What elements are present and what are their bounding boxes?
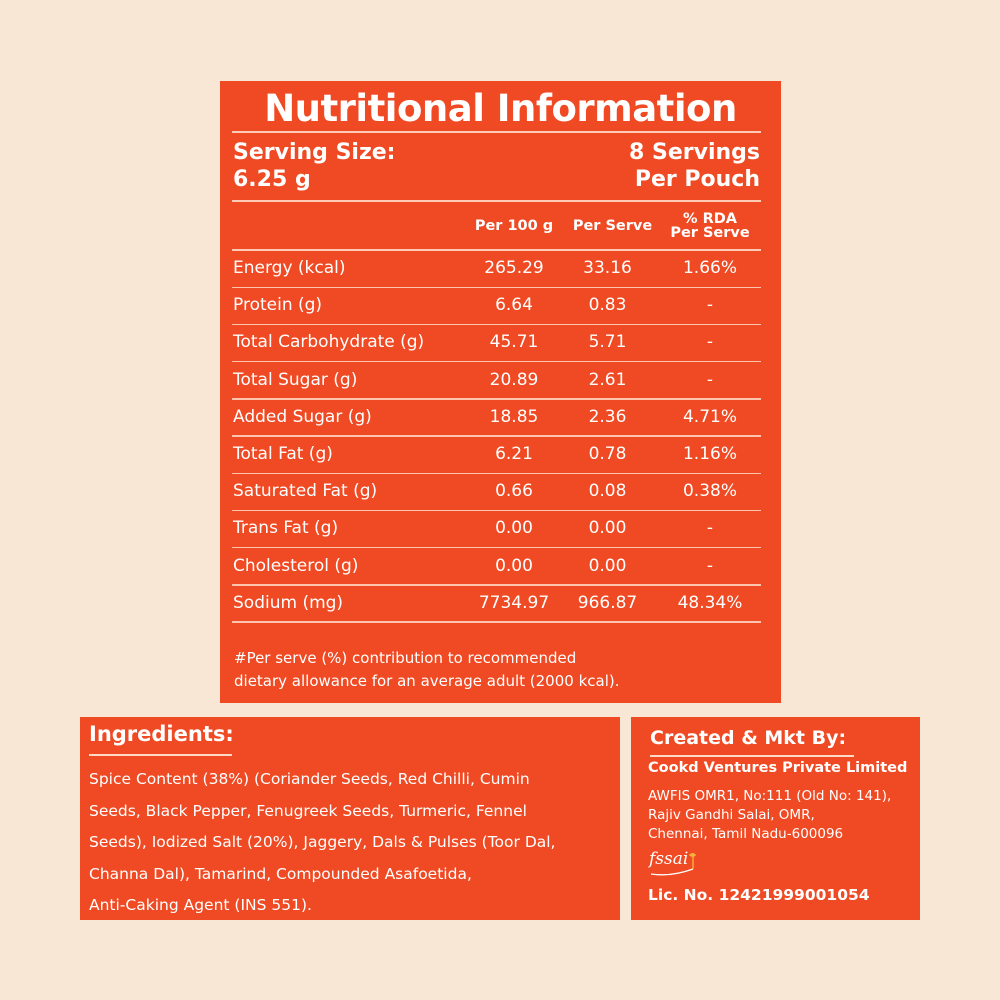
ingredients-line: Channa Dal), Tamarind, Compounded Asafoetida, — [89, 864, 472, 883]
value-rda: 1.66% — [682, 258, 737, 278]
divider — [650, 755, 854, 757]
servings-unit: Per Pouch — [634, 167, 760, 192]
value-rda: 0.38% — [682, 481, 737, 502]
address-line: AWFIS OMR1, No:111 (Old No: 141), — [648, 788, 892, 804]
value-per-serve: 0.00 — [588, 518, 627, 539]
table-row — [220, 362, 781, 399]
divider — [89, 754, 232, 756]
value-per-serve: 2.36 — [588, 406, 627, 427]
maker-panel — [631, 717, 920, 920]
company-name: Cookd Ventures Private Limited — [648, 760, 908, 776]
value-per-100g: 265.29 — [484, 258, 544, 278]
value-per-serve: 0.83 — [588, 295, 627, 316]
value-rda: - — [706, 295, 714, 316]
address-line: Chennai, Tamil Nadu-600096 — [648, 826, 844, 842]
nutrient-name: Cholesterol (g) — [233, 555, 359, 576]
table-row — [220, 436, 781, 473]
value-per-100g: 6.21 — [495, 444, 533, 464]
table-row — [220, 548, 781, 585]
nutrient-name: Trans Fat (g) — [233, 518, 339, 539]
table-row — [220, 473, 781, 510]
value-per-serve: 2.61 — [588, 369, 627, 390]
ingredients-line: Anti-Caking Agent (INS 551). — [89, 896, 312, 914]
table-row — [220, 399, 781, 436]
serving-size — [233, 139, 395, 193]
nutrient-name: Added Sugar (g) — [233, 406, 372, 427]
rda-header-line2: Per Serve — [670, 225, 750, 241]
value-per-100g: 0.66 — [495, 481, 533, 502]
rda-header-line1: % RDA — [683, 211, 737, 227]
value-per-100g: 20.89 — [489, 369, 539, 390]
value-rda: - — [706, 332, 714, 353]
fssai-logo-text: fssai — [649, 849, 689, 869]
value-per-serve: 0.78 — [588, 444, 627, 464]
footnote — [234, 647, 704, 693]
license-number: Lic. No. 12421999001054 — [648, 886, 870, 904]
nutrient-name: Protein (g) — [233, 295, 323, 316]
nutrient-name: Saturated Fat (g) — [233, 481, 378, 502]
value-per-serve: 0.08 — [588, 481, 627, 502]
column-header-per-serve: Per Serve — [572, 218, 653, 234]
value-rda: 48.34% — [677, 592, 743, 613]
table-row — [220, 287, 781, 324]
ingredients-line: Seeds, Black Pepper, Fenugreek Seeds, Turmeric, Fennel — [89, 801, 527, 820]
nutrition-panel — [220, 81, 781, 703]
value-per-100g: 18.85 — [489, 406, 539, 427]
table-row — [220, 250, 781, 287]
ingredients-line: Spice Content (38%) (Coriander Seeds, Red Chilli, Cumin — [89, 770, 530, 788]
table-row — [220, 324, 781, 361]
value-rda: - — [706, 518, 714, 539]
value-per-100g: 7734.97 — [478, 592, 550, 613]
servings-count: 8 Servings — [629, 140, 760, 165]
value-per-100g: 0.00 — [495, 555, 533, 576]
value-per-serve: 0.00 — [588, 555, 627, 576]
nutrient-name: Total Sugar (g) — [233, 369, 358, 390]
servings-per-pouch — [629, 139, 760, 193]
value-per-serve: 5.71 — [588, 332, 627, 353]
nutrient-name: Total Carbohydrate (g) — [233, 332, 425, 353]
ingredients-line: Seeds), Iodized Salt (20%), Jaggery, Dals & Pulses (Toor Dal, — [89, 833, 556, 851]
address-line: Rajiv Gandhi Salai, OMR, — [648, 807, 815, 823]
value-per-serve: 33.16 — [583, 258, 632, 278]
fssai-swoosh-icon — [649, 849, 701, 879]
table-row — [220, 510, 781, 547]
value-rda: - — [706, 369, 714, 390]
column-header-per-100g: Per 100 g — [474, 218, 554, 234]
company-address — [648, 787, 913, 844]
ingredients-title: Ingredients: — [89, 722, 234, 746]
row-divider — [232, 621, 761, 623]
fssai-logo-icon — [649, 849, 701, 879]
divider — [232, 131, 761, 133]
footnote-line: dietary allowance for an average adult (2000 kcal). — [234, 672, 620, 690]
column-header-rda — [660, 212, 760, 240]
value-rda: 4.71% — [682, 406, 737, 427]
divider — [232, 200, 761, 202]
value-per-serve: 966.87 — [577, 592, 638, 613]
nutrient-name: Sodium (mg) — [233, 592, 344, 613]
nutrient-name: Total Fat (g) — [233, 444, 333, 464]
value-rda: - — [706, 555, 714, 576]
value-per-100g: 45.71 — [489, 332, 539, 353]
serving-size-label: Serving Size: — [233, 140, 396, 165]
value-per-100g: 0.00 — [495, 518, 533, 539]
footnote-line: #Per serve (%) contribution to recommended — [234, 649, 577, 667]
ingredients-panel — [80, 717, 620, 920]
maker-title: Created & Mkt By: — [650, 727, 847, 749]
value-rda: 1.16% — [682, 444, 737, 464]
nutrient-name: Energy (kcal) — [233, 258, 346, 278]
table-row — [220, 585, 781, 622]
ingredients-text — [89, 764, 604, 922]
nutrition-title: Nutritional Information — [264, 87, 737, 130]
serving-size-value: 6.25 g — [233, 167, 311, 192]
value-per-100g: 6.64 — [495, 295, 533, 316]
